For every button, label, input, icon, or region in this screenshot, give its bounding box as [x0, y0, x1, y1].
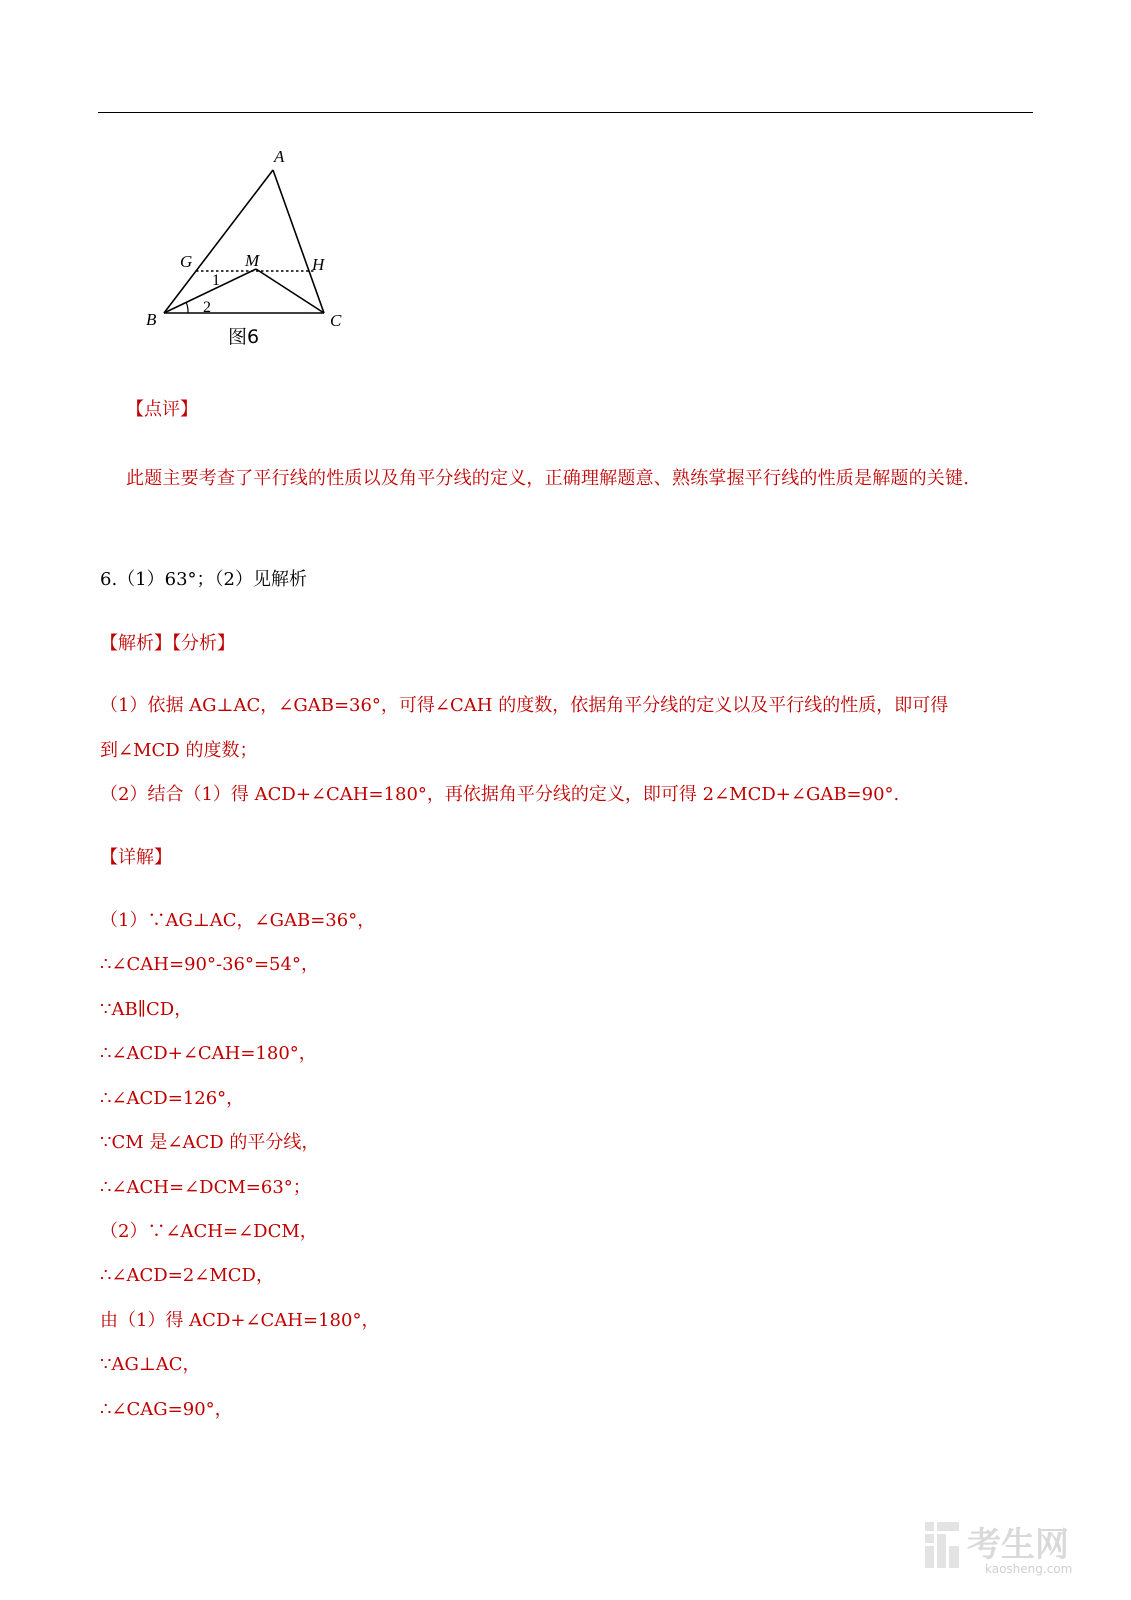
analysis-part1-b: 到∠MCD 的度数； [100, 740, 258, 761]
logo-mark-icon [925, 1522, 959, 1568]
detail-step: ∴∠CAG=90°， [100, 1399, 233, 1420]
label-h: H [312, 255, 325, 274]
header-rule [98, 112, 1033, 113]
label-a: A [274, 147, 285, 166]
watermark-site: kaosheng.com [985, 1562, 1073, 1576]
angle-label-1: 1 [212, 272, 220, 289]
detail-step: ∴∠ACD+∠CAH=180°， [100, 1043, 317, 1064]
detail-step: 由（1）得 ACD+∠CAH=180°， [100, 1310, 380, 1331]
detail-step: ∴∠ACH=∠DCM=63°； [100, 1177, 311, 1198]
analysis-part1-a: （1）依据 AG⊥AC，∠GAB=36°，可得∠CAH 的度数，依据角平分线的定义以及平行线的性质，即可得 [100, 695, 949, 716]
detail-step: ∴∠CAH=90°-36°=54°， [100, 954, 319, 975]
detail-step: ∴∠ACD=2∠MCD， [100, 1265, 274, 1286]
label-g: G [180, 252, 193, 271]
angle-arc [186, 302, 188, 313]
detail-step: ∵CM 是∠ACD 的平分线， [100, 1132, 320, 1153]
analysis-part2: （2）结合（1）得 ACD+∠CAH=180°，再依据角平分线的定义，即可得 2∠MCD+∠GAB=90°. [100, 784, 900, 805]
label-c: C [330, 311, 342, 330]
detail-step: ∵AG⊥AC， [100, 1354, 201, 1375]
watermark-brand: 考生网 [967, 1525, 1069, 1565]
watermark-logo [923, 1516, 1093, 1578]
analysis-heading: 【解析】【分析】 [100, 633, 235, 654]
detail-step: （2）∵∠ACH=∠DCM， [100, 1221, 318, 1242]
geometry-figure [138, 142, 368, 367]
label-m: M [245, 251, 260, 270]
detail-step: ∴∠ACD=126°， [100, 1088, 245, 1109]
review-heading: 【点评】 [126, 399, 198, 420]
detail-step: （1）∵AG⊥AC，∠GAB=36°， [100, 910, 376, 931]
figure-caption: 图6 [228, 326, 260, 348]
triangle-abc [164, 170, 324, 313]
answer-6: 6.（1）63°；（2）见解析 [100, 569, 307, 590]
detail-heading: 【详解】 [100, 847, 172, 868]
angle-label-2: 2 [203, 299, 211, 316]
review-text: 此题主要考查了平行线的性质以及角平分线的定义，正确理解题意、熟练掌握平行线的性质是解题的关键. [126, 468, 970, 489]
detail-step: ∵AB∥CD， [100, 999, 193, 1020]
label-b: B [146, 310, 157, 329]
